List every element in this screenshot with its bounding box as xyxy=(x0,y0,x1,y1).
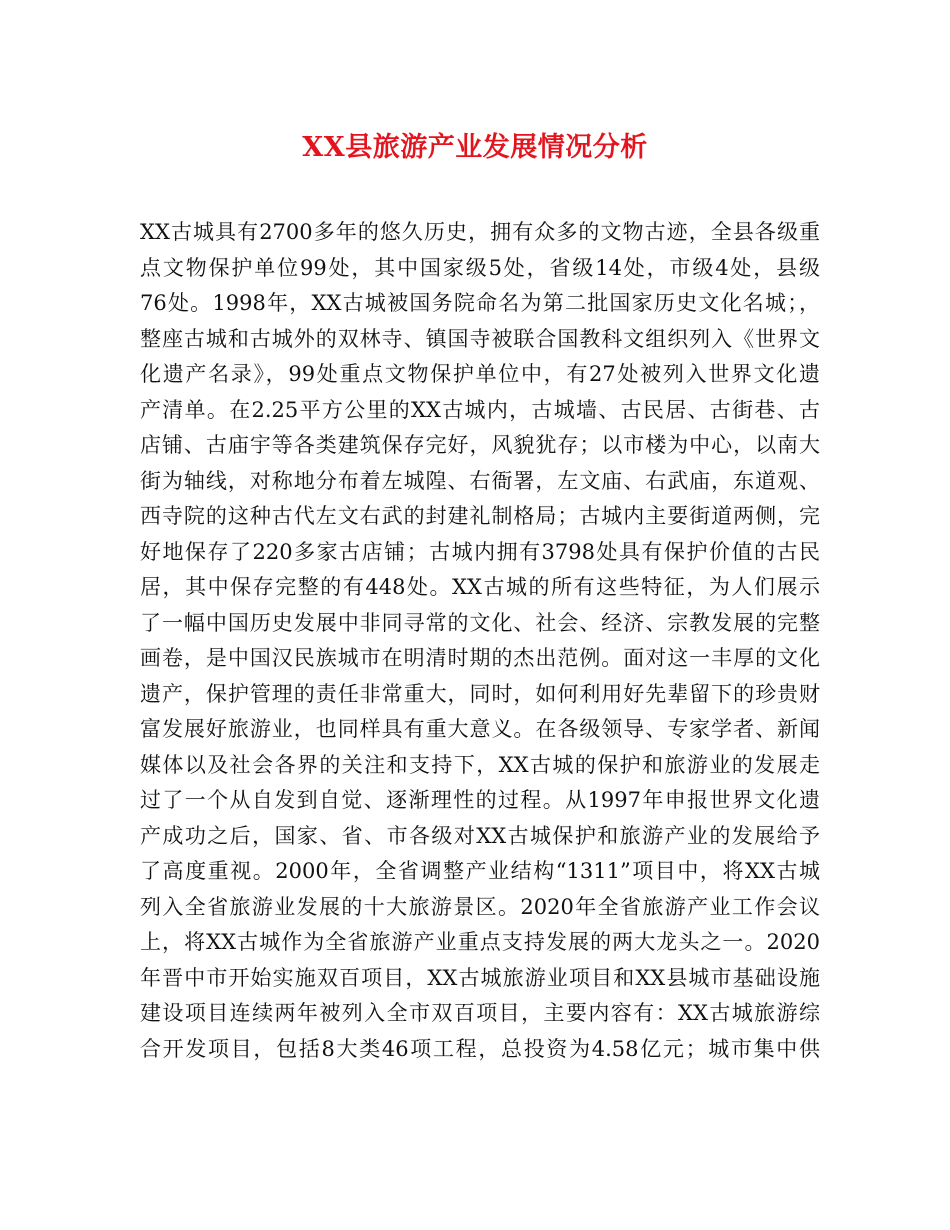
body-line: XX古城具有2700多年的悠久历史，拥有众多的文物古迹，全县各级重 xyxy=(140,220,820,244)
body-line: 建设项目连续两年被列入全市双百项目，主要内容有：XX古城旅游综 xyxy=(140,1001,820,1025)
body-line: 上，将XX古城作为全省旅游产业重点支持发展的两大龙头之一。2020 xyxy=(140,930,820,954)
body-line: 媒体以及社会各界的关注和支持下，XX古城的保护和旅游业的发展走 xyxy=(140,752,820,777)
body-line: 点文物保护单位99处，其中国家级5处，省级14处，市级4处，县级 xyxy=(140,255,820,280)
body-line: 好地保存了220多家古店铺；古城内拥有3798处具有保护价值的古民 xyxy=(140,539,820,564)
body-line: 遗产，保护管理的责任非常重大，同时，如何利用好先辈留下的珍贵财 xyxy=(140,681,820,706)
body-line: 了高度重视。2000年，全省调整产业结构“1311”项目中，将XX古城 xyxy=(140,859,820,883)
body-line: 整座古城和古城外的双林寺、镇国寺被联合国教科文组织列入《世界文 xyxy=(140,326,820,351)
body-line: 了一幅中国历史发展中非同寻常的文化、社会、经济、宗教发展的完整 xyxy=(140,610,820,635)
body-line: 化遗产名录》，99处重点文物保护单位中，有27处被列入世界文化遗 xyxy=(140,362,820,386)
body-line: 列入全省旅游业发展的十大旅游景区。2020年全省旅游产业工作会议 xyxy=(140,894,820,919)
body-line: 居，其中保存完整的有448处。XX古城的所有这些特征，为人们展示 xyxy=(140,575,820,599)
body-line: 富发展好旅游业，也同样具有重大意义。在各级领导、专家学者、新闻 xyxy=(140,717,820,741)
body-line: 过了一个从自发到自觉、逐渐理性的过程。从1997年申报世界文化遗 xyxy=(140,788,820,812)
body-line: 产成功之后，国家、省、市各级对XX古城保护和旅游产业的发展给予 xyxy=(140,823,820,848)
body-line: 街为轴线，对称地分布着左城隍、右衙署，左文庙、右武庙，东道观、 xyxy=(140,468,820,493)
body-line: 店铺、古庙宇等各类建筑保存完好，风貌犹存；以市楼为中心，以南大 xyxy=(140,433,820,457)
body-line: 年晋中市开始实施双百项目，XX古城旅游业项目和XX县城市基础设施 xyxy=(140,965,820,990)
body-line: 西寺院的这种古代左文右武的封建礼制格局；古城内主要街道两侧，完 xyxy=(140,504,820,528)
body-line: 产清单。在2.25平方公里的XX古城内，古城墙、古民居、古街巷、古 xyxy=(140,397,820,422)
document-title: XX县旅游产业发展情况分析 xyxy=(302,132,648,163)
body-line: 合开发项目，包括8大类46项工程，总投资为4.58亿元；城市集中供 xyxy=(140,1036,820,1061)
document-body xyxy=(140,215,820,1067)
body-line: 76处。1998年，XX古城被国务院命名为第二批国家历史文化名城；， xyxy=(140,291,820,315)
body-line: 画卷，是中国汉民族城市在明清时期的杰出范例。面对这一丰厚的文化 xyxy=(140,646,820,670)
